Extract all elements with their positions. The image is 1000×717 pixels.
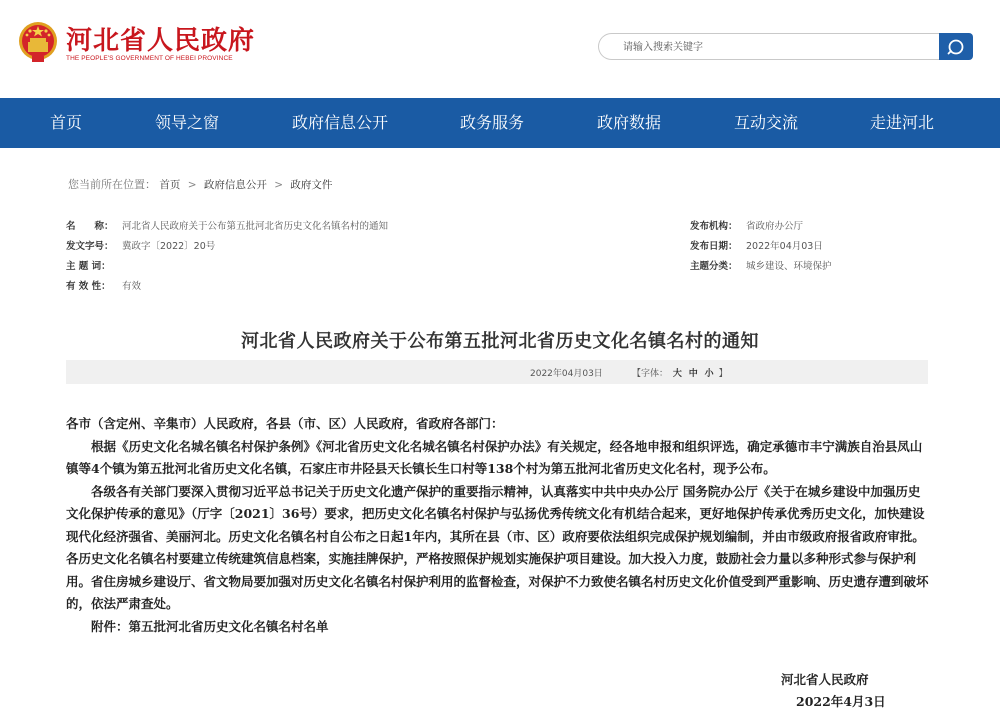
meta-name-row xyxy=(66,218,388,232)
meta-date-value: 2022年04月03日 xyxy=(746,241,823,252)
meta-validity-label: 有 效 性： xyxy=(66,281,111,292)
nav-item-gov-data[interactable]: 政府数据 xyxy=(597,113,662,132)
meta-validity-row xyxy=(66,278,141,292)
meta-category-label: 主题分类： xyxy=(690,261,738,272)
font-medium-button[interactable]: 中 xyxy=(688,369,698,379)
search-icon xyxy=(947,38,965,56)
search-box xyxy=(598,33,940,60)
breadcrumb-gov-docs[interactable]: 政府文件 xyxy=(290,179,333,191)
document-date: 2022年04月03日 xyxy=(530,369,603,379)
nav-item-services[interactable]: 政务服务 xyxy=(460,113,525,132)
meta-issuer-row xyxy=(690,218,803,232)
search-input[interactable] xyxy=(623,39,923,55)
meta-docno-row xyxy=(66,238,215,252)
font-size-selector xyxy=(632,366,728,379)
breadcrumb-lead: 您当前所在位置： xyxy=(68,178,156,191)
nav-item-leaders[interactable]: 领导之窗 xyxy=(155,113,220,132)
font-label: 【字体： xyxy=(632,369,669,379)
document-body xyxy=(66,413,930,638)
meta-name-label: 名 称： xyxy=(66,221,114,232)
breadcrumb xyxy=(68,176,332,192)
meta-docno-value: 冀政字〔2022〕20号 xyxy=(122,241,216,252)
meta-issuer-label: 发布机构： xyxy=(690,221,738,232)
search-button[interactable] xyxy=(939,33,973,60)
breadcrumb-separator: > xyxy=(274,179,283,191)
meta-name-value: 河北省人民政府关于公布第五批河北省历史文化名镇名村的通知 xyxy=(122,221,389,232)
site-title[interactable]: 河北省人民政府 xyxy=(66,26,256,56)
font-small-button[interactable]: 小 xyxy=(704,369,714,379)
nav-item-interaction[interactable]: 互动交流 xyxy=(734,113,799,132)
document-info-bar xyxy=(66,360,928,384)
font-large-button[interactable]: 大 xyxy=(672,369,682,379)
meta-topic-row xyxy=(66,258,122,272)
meta-docno-label: 发文字号： xyxy=(66,241,114,252)
site-subtitle: THE PEOPLE'S GOVERNMENT OF HEBEI PROVINCE xyxy=(66,55,233,62)
meta-date-label: 发布日期： xyxy=(690,241,738,252)
site-header xyxy=(0,0,1000,98)
document-salutation: 各市（含定州、辛集市）人民政府，各县（市、区）人民政府，省政府各部门： xyxy=(66,416,504,431)
meta-category-row xyxy=(690,258,832,272)
breadcrumb-gov-info[interactable]: 政府信息公开 xyxy=(203,179,267,191)
document-paragraph-1: 根据《历史文化名城名镇名村保护条例》《河北省历史文化名城名镇名村保护办法》有关规定，经各地申报和组织评选，确定承德市丰宁满族自治县凤山镇等4个镇为第五批河北省历史文化名镇，石家庄市井陉县天长镇长生口村等138个村为第五批河北省历史文化名村，现予公布。 xyxy=(66,438,923,476)
document-attachment[interactable]: 附件：第五批河北省历史文化名镇名村名单 xyxy=(91,618,329,634)
meta-validity-value: 有效 xyxy=(122,281,142,292)
meta-category-value: 城乡建设、环境保护 xyxy=(746,261,832,272)
document-paragraph-2: 各级各有关部门要深入贯彻习近平总书记关于历史文化遗产保护的重要指示精神，认真落实中共中央办公厅 国务院办公厅《关于在城乡建设中加强历史文化保护传承的意见》（厅字〔2021〕36号）要求，把历史文化名镇名村保护与弘扬优秀传统文化有机结合起来，更好地保护传承优秀历史文化，加快建设现代化经济强省、美丽河北。历史文化名镇名村自公布之日起1年内，其所在县（市、区）政府要依法组织完成保护规划编制，并由市级政府报省政府审批。各历史文化名镇名村要建立传统建筑信息档案，实施挂牌保护，严格按照保护规划实施保护项目建设。加大投入力度，鼓励社会力量以多种形式参与保护利用。省住房城乡建设厅、省文物局要加强对历史文化名镇名村保护利用的监督检查，对保护不力致使名镇名村历史文化价值受到严重影响、历史遗存遭到破坏的，依法严肃查处。 xyxy=(66,483,929,611)
main-nav xyxy=(0,98,1000,148)
nav-item-about-hebei[interactable]: 走进河北 xyxy=(870,113,935,132)
meta-topic-label: 主 题 词： xyxy=(66,261,111,272)
national-emblem-icon[interactable] xyxy=(18,18,58,64)
breadcrumb-home[interactable]: 首页 xyxy=(159,179,181,191)
breadcrumb-separator: > xyxy=(187,179,197,191)
document-signer: 河北省人民政府 xyxy=(781,672,869,687)
meta-date-row xyxy=(690,238,823,252)
document-sign-date: 2022年4月3日 xyxy=(796,694,886,709)
nav-item-gov-info[interactable]: 政府信息公开 xyxy=(292,113,389,132)
document-title: 河北省人民政府关于公布第五批河北省历史文化名镇名村的通知 xyxy=(241,331,759,352)
nav-item-home[interactable]: 首页 xyxy=(50,113,83,132)
font-close: 】 xyxy=(718,369,728,379)
meta-issuer-value: 省政府办公厅 xyxy=(746,221,804,232)
